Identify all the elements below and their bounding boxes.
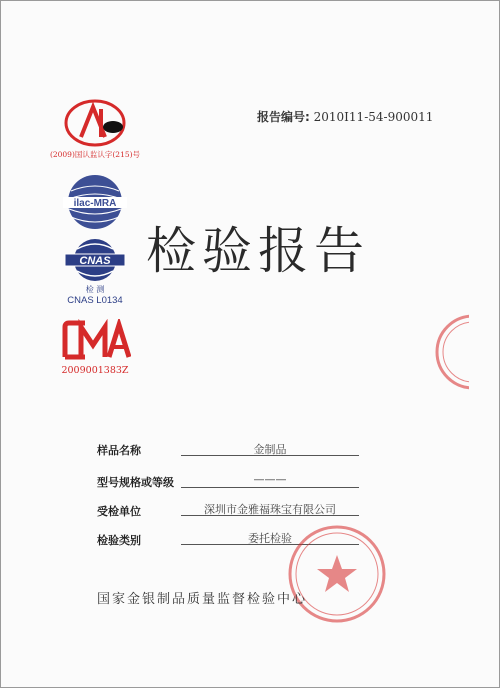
field-label-inspected-unit: 受检单位 bbox=[97, 505, 141, 518]
report-number bbox=[257, 108, 433, 125]
svg-text:CNAS: CNAS bbox=[79, 255, 111, 267]
cnas-logo bbox=[63, 237, 127, 283]
seal-stamp bbox=[286, 523, 388, 625]
cma-code: 2009001383Z bbox=[61, 365, 129, 376]
report-number-value: 2010I11-54-900011 bbox=[313, 110, 434, 124]
field-label-model-spec: 型号规格或等级 bbox=[97, 476, 174, 489]
report-number-label: 报告编号: bbox=[257, 110, 310, 124]
page-title: 检验报告 bbox=[146, 222, 370, 280]
ilac-mra-logo bbox=[63, 173, 127, 231]
field-value-sample-name: 金制品 bbox=[181, 441, 359, 456]
partial-seal-edge bbox=[429, 313, 469, 391]
cnas-code: CNAS L0134 bbox=[67, 295, 123, 306]
cnas-subtitle: 检 测 bbox=[85, 285, 105, 294]
issuing-organization: 国家金银制品质量监督检验中心 bbox=[97, 592, 308, 607]
field-label-sample-name: 样品名称 bbox=[97, 444, 141, 457]
cma-logo bbox=[59, 319, 131, 363]
cal-logo bbox=[63, 97, 127, 149]
field-value-model-spec: ——— bbox=[181, 473, 359, 488]
field-value-inspected-unit: 深圳市金雅福珠宝有限公司 bbox=[181, 501, 359, 516]
svg-text:ilac-MRA: ilac-MRA bbox=[73, 198, 117, 209]
field-value-inspection-type: 委托检验 bbox=[181, 530, 359, 545]
cal-caption: (2009)国认监认字(215)号 bbox=[49, 150, 141, 159]
field-label-inspection-type: 检验类别 bbox=[97, 534, 141, 547]
